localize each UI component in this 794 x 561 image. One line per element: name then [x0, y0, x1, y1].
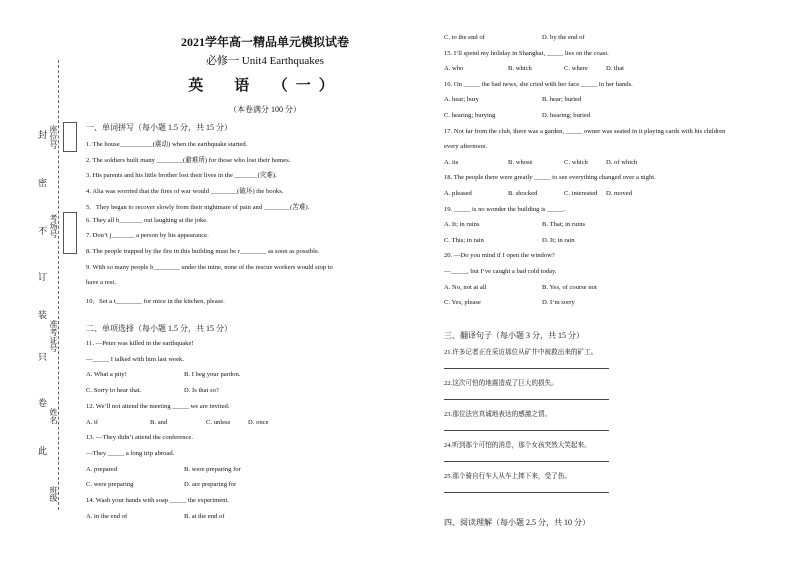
- question-line: every afternoon.: [444, 143, 488, 151]
- question-line-opt-0: C. hearing; burying: [444, 112, 496, 119]
- binding-margin: [0, 0, 80, 561]
- section-4-title: 四、阅读理解（每小题 2.5 分，共 10 分）: [444, 518, 590, 527]
- margin-char-5: 装: [38, 310, 48, 320]
- question-line: 2. The soldiers built many ________(避难所) for those who lost their homes.: [86, 156, 291, 164]
- question-line: 3. His parents and his little brother lost their lives in the _______(灾难).: [86, 172, 277, 180]
- exam-title: 2021学年高一精品单元模拟试卷: [180, 35, 349, 49]
- question-line-opt-0: A. pleased: [444, 190, 472, 197]
- question-line-opt-3: D. moved: [606, 190, 633, 197]
- seat-number-label: 座位号: [49, 125, 58, 149]
- room-number-label: 考场号: [49, 214, 58, 238]
- question-line: 15. I’ll spend my holiday in Shanghai, _____ lies on the coast.: [444, 49, 609, 57]
- question-line: 7. Don’t j_______ a person by his appearance.: [86, 232, 209, 240]
- question-line-opt-1: B. were preparing for: [184, 465, 241, 473]
- section-1-title: 一、单词拼写（每小题 1.5 分，共 15 分）: [86, 123, 232, 132]
- subject-title: 英 语 （一）: [188, 78, 342, 94]
- question-line-opt-1: B. and: [150, 418, 168, 426]
- question-line: 16. On _____ the bad news, she cried with her face _____ in her hands.: [444, 80, 633, 88]
- question-line-opt-1: B. at the end of: [184, 512, 225, 520]
- question-line-opt-1: D. It; in rain: [542, 236, 575, 244]
- question-line-opt-1: B. That; in ruins: [542, 221, 586, 229]
- question-line: 19. _____ is no wonder the building is _____.: [444, 205, 566, 213]
- question-line-opt-0: C. Sorry to hear that.: [86, 387, 142, 395]
- question-line: 8. The people trapped by the fire in this building must be r________ as soon as possible.: [86, 247, 320, 255]
- question-line-opt-2: C. unless: [206, 418, 231, 426]
- translation-item: 22.这次可怕的地震造成了巨大的损失。: [444, 380, 558, 387]
- question-line: have a rest.: [86, 279, 116, 287]
- question-line-opt-0: A. in the end of: [86, 512, 128, 520]
- answer-line[interactable]: [444, 461, 609, 462]
- margin-char-6: 只: [38, 352, 48, 362]
- question-line-opt-0: A. What a pity!: [86, 371, 127, 379]
- answer-line[interactable]: [444, 430, 609, 431]
- question-line-opt-0: A. No, not at all: [444, 283, 487, 291]
- margin-char-2: 密: [38, 178, 48, 188]
- question-line: 6. They all b_______ out laughing at the joke.: [86, 216, 208, 224]
- question-line: 14. Wash your hands with soap _____ the experiment.: [86, 497, 229, 504]
- exam-subtitle: 必修一 Unit4 Earthquakes: [206, 55, 324, 67]
- margin-char-1: 封: [38, 130, 48, 140]
- question-line-opt-0: A. It; in ruins: [444, 221, 480, 229]
- question-line-opt-0: A. hear; bury: [444, 96, 479, 104]
- translation-item: 21.许多记者正在采访那位从矿井中被救出来的矿工。: [444, 349, 598, 356]
- question-line-opt-3: D. of which: [606, 158, 638, 166]
- translation-item: 23.那位法官真诚地表达的感激之情。: [444, 411, 552, 418]
- margin-char-3: 不: [38, 226, 48, 236]
- question-line: 17. Not far from the club, there was a garden, _____ owner was seated in it playing cards with his children: [444, 127, 726, 135]
- question-line-opt-3: D. that: [606, 65, 624, 73]
- question-line: 1. The house__________(震动) when the earthquake started.: [86, 141, 248, 148]
- margin-char-8: 此: [38, 446, 48, 456]
- ticket-number-label: 准考证号: [49, 320, 58, 352]
- answer-line[interactable]: [444, 492, 609, 493]
- question-line-opt-1: D. I’m sorry: [542, 299, 575, 307]
- question-line-opt-1: B. Yes, of course not: [542, 283, 597, 291]
- question-line: 4. Alia was worried that the fires of war would ________(破坏) the books.: [86, 188, 284, 196]
- question-line-opt-0: A. who: [444, 65, 464, 73]
- class-label: 班级: [49, 486, 58, 502]
- margin-char-4: 订: [38, 272, 48, 282]
- question-line-opt-0: A. prepared: [86, 465, 118, 473]
- answer-line[interactable]: [444, 399, 609, 400]
- seat-number-box[interactable]: [63, 122, 77, 152]
- question-line: 20. —Do you mind if I open the window?: [444, 252, 555, 260]
- translation-item: 25.那个骑自行车人从车上摔下来，受了伤。: [444, 473, 571, 480]
- score-note: （本卷满分 100 分）: [229, 105, 301, 114]
- question-line-opt-1: B. hear; buried: [542, 96, 582, 104]
- question-line-opt-1: B. shocked: [508, 190, 538, 197]
- question-line-opt-1: D. hearing; buried: [542, 112, 591, 119]
- question-line: 13. —They didn’t attend the conference.: [86, 434, 193, 442]
- question-line-opt-2: C. interested: [564, 190, 598, 197]
- question-line-opt-1: B. which: [508, 65, 532, 73]
- question-line: 18. The people there were greatly _____ to see everything changed over a night.: [444, 174, 656, 182]
- translation-item: 24.听到那个可怕的消息，那个女孩突然大笑起来。: [444, 442, 591, 449]
- question-line: 12. We’ll not attend the meeting _____ we are invited.: [86, 402, 230, 410]
- question-line-opt-1: B. whose: [508, 158, 533, 166]
- question-line: 10．Set a t________ for mice in the kitchen, please.: [86, 298, 225, 305]
- question-line-opt-0: A. its: [444, 158, 459, 166]
- question-line-opt-1: D. by the end of: [542, 34, 585, 41]
- question-line: 11. —Peter was killed in the earthquake!: [86, 340, 194, 347]
- question-line-opt-2: C. which: [564, 158, 588, 166]
- question-line-opt-2: C. where: [564, 65, 588, 73]
- question-line-opt-1: D. are preparing for: [184, 481, 237, 489]
- room-number-box[interactable]: [63, 212, 77, 254]
- question-line: 9. With so many people b________ under the mine, none of the rescue workers would stop to: [86, 263, 333, 271]
- margin-char-7: 卷: [38, 398, 48, 408]
- question-line: —They _____ a long trip abroad.: [86, 449, 175, 457]
- question-line-opt-0: C. This; in rain: [444, 236, 484, 244]
- name-label: 姓名: [49, 408, 58, 424]
- question-line-opt-0: A. if: [86, 418, 99, 426]
- section-2-title: 二、单项选择（每小题 1.5 分，共 15 分）: [86, 324, 232, 333]
- question-line: —_____ I talked with him last week.: [86, 355, 184, 363]
- question-line-opt-1: B. I beg your pardon.: [184, 371, 241, 379]
- section-3-title: 三、翻译句子（每小题 3 分，共 15 分）: [444, 331, 584, 340]
- question-line: 5．They began to recover slowly from their nightmare of pain and ________(苦难).: [86, 203, 310, 211]
- question-line: —_____, but I’ve caught a bad cold today.: [444, 268, 557, 275]
- question-line-opt-0: C. were preparing: [86, 481, 134, 489]
- question-line-opt-3: D. once: [248, 418, 269, 426]
- question-line-opt-1: D. Is that so?: [184, 387, 219, 395]
- answer-line[interactable]: [444, 368, 609, 369]
- question-line-opt-0: C. to the end of: [444, 34, 485, 41]
- question-line-opt-0: C. Yes, please: [444, 299, 481, 307]
